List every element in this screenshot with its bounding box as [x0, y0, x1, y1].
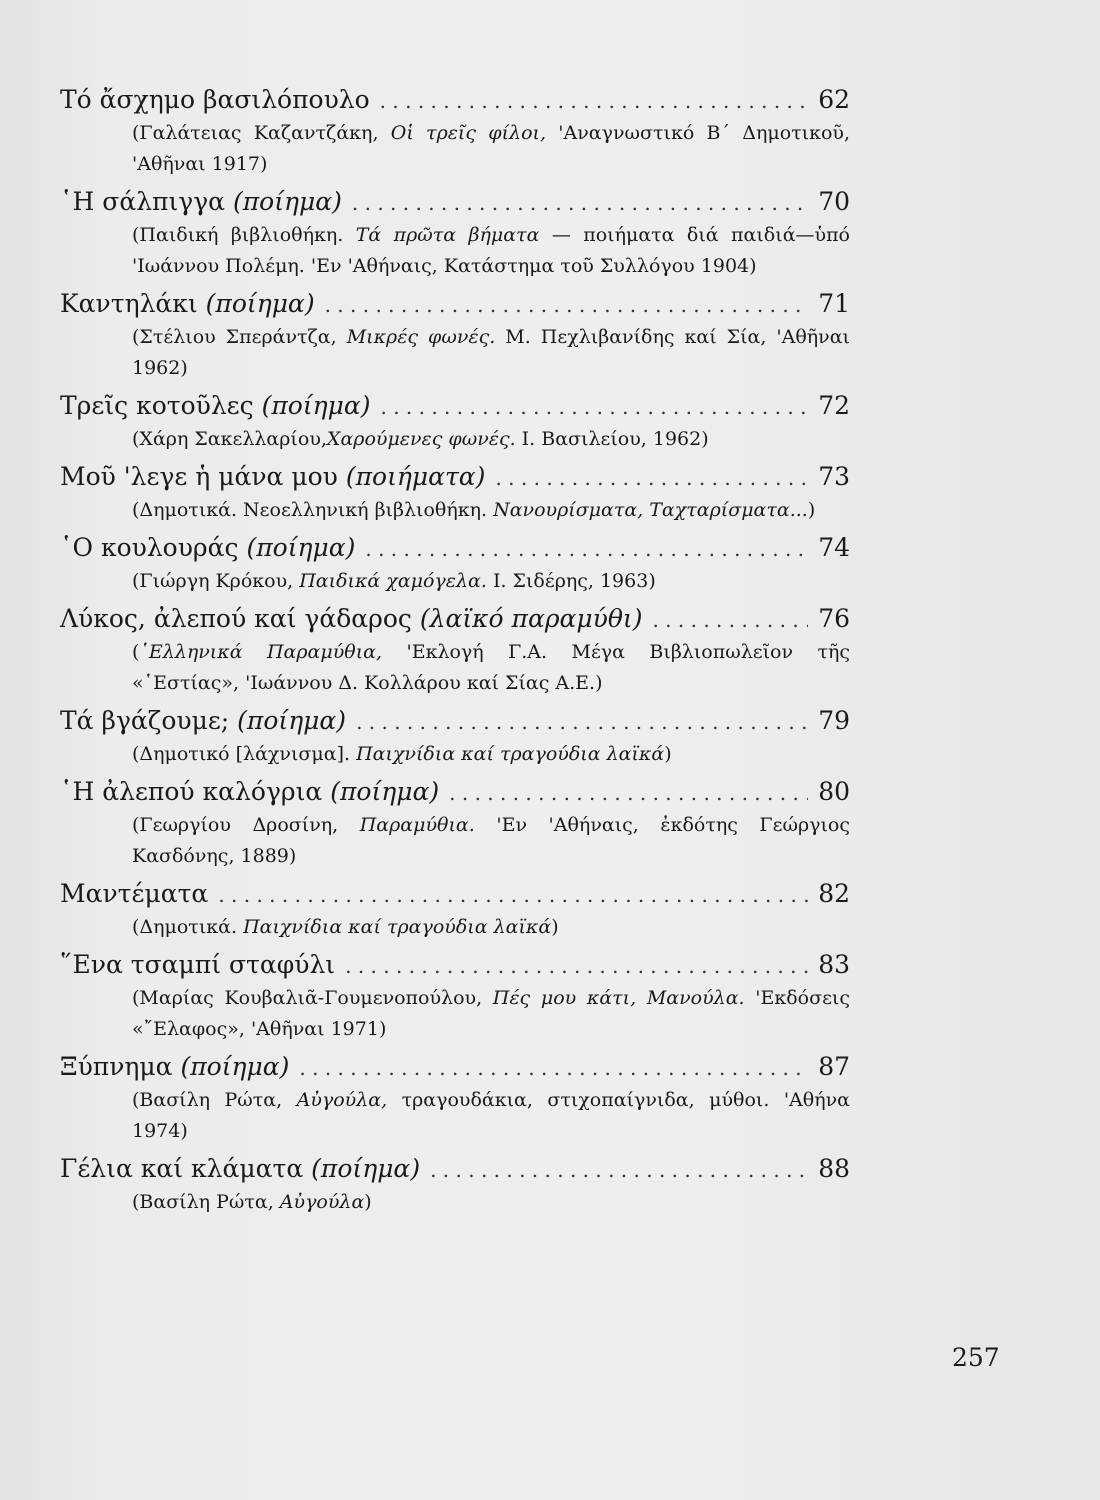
toc-entry-title: Μαντέματα: [60, 879, 209, 908]
toc-entry-source: (Παιδική βιβλιοθήκη. Τά πρῶτα βήματα — ποιήματα διά παιδιά—ὑπό 'Ιωάννου Πολέμη. 'Εν 'Αθήναις, Κατάστημα τοῦ Συλλόγου 1904): [132, 224, 850, 277]
toc-entry-title: Ξύπνημα (ποίημα): [60, 1052, 290, 1081]
toc-entry: [60, 82, 850, 180]
dot-leader: [380, 83, 808, 119]
toc-entry-page: 74: [818, 533, 850, 562]
toc-title-line: [60, 1049, 850, 1085]
dot-leader: [299, 1050, 808, 1086]
toc-entry-source: (Δημοτικό [λάχνισμα]. Παιχνίδια καί τραγούδια λαϊκά): [132, 743, 672, 765]
toc-entry: [60, 1151, 850, 1218]
toc-title-line: [60, 82, 850, 118]
toc-entry-source: (Βασίλη Ρώτα, Αὐγούλα): [132, 1191, 372, 1213]
toc-entry-page: 88: [818, 1154, 850, 1183]
toc-entry: [60, 459, 850, 526]
toc-title-line: [60, 388, 850, 424]
toc-entry-title: Τά βγάζουμε; (ποίημα): [60, 706, 347, 735]
toc-entry-source: (Δημοτικά. Νεοελληνική βιβλιοθήκη. Νανουρίσματα, Ταχταρίσματα...): [132, 499, 816, 521]
dot-leader: [345, 948, 808, 984]
source-work-title: Αὐγούλα,: [296, 1089, 388, 1111]
dot-leader: [218, 877, 808, 913]
dot-leader: [365, 531, 808, 567]
toc-title-line: [60, 947, 850, 983]
dot-leader: [449, 775, 808, 811]
toc-entry-title: ῾Η ἀλεπού καλόγρια (ποίημα): [60, 777, 440, 806]
toc-entry-title: Τό ἄσχημο βασιλόπουλο: [60, 85, 370, 114]
toc-entry-source: (Χάρη Σακελλαρίου,Χαρούμενες φωνές. Ι. Βασιλείου, 1962): [132, 428, 709, 450]
toc-entry-page: 87: [818, 1052, 850, 1081]
toc-entry: [60, 286, 850, 384]
source-work-title: Παιχνίδια καί τραγούδια λαϊκά: [243, 916, 552, 938]
toc-title-line: [60, 774, 850, 810]
toc-entry-genre: (ποίημα): [205, 289, 315, 318]
dot-leader: [352, 185, 808, 221]
toc-title-line: [60, 459, 850, 495]
toc-entry-genre: (ποίημα): [233, 187, 342, 216]
source-work-title: Παιχνίδια καί τραγούδια λαϊκά: [356, 743, 665, 765]
source-work-title: Παιδικά χαμόγελα.: [299, 570, 487, 592]
source-work-title: Μικρές φωνές.: [346, 326, 496, 348]
toc-entry-page: 76: [818, 604, 850, 633]
toc-entry-source: (῾Ελληνικά Παραμύθια, 'Εκλογή Γ.Α. Μέγα Βιβλιοπωλεῖον τῆς «῾Εστίας», 'Ιωάννου Δ. Κολλάρου καί Σίας Α.Ε.): [132, 641, 850, 694]
toc-title-line: [60, 703, 850, 739]
source-work-title: Παραμύθια.: [359, 814, 475, 836]
page-number: 257: [952, 1343, 1000, 1372]
toc-entry-page: 72: [818, 391, 850, 420]
toc-entry-title: ῞Ενα τσαμπί σταφύλι: [60, 950, 336, 979]
source-work-title: Αὐγούλα: [279, 1191, 365, 1213]
source-work-title: Τά πρῶτα βήματα: [355, 224, 540, 246]
toc-entry-page: 79: [818, 706, 850, 735]
toc-entry-page: 83: [818, 950, 850, 979]
toc-entry: [60, 876, 850, 943]
source-work-title: Πές μου κάτι, Μανούλα.: [492, 987, 745, 1009]
toc-entry-title: Καντηλάκι (ποίημα): [60, 289, 315, 318]
dot-leader: [380, 389, 808, 425]
toc-entry-source: (Στέλιου Σπεράντζα, Μικρές φωνές. Μ. Πεχλιβανίδης καί Σία, 'Αθῆναι 1962): [132, 326, 850, 379]
toc-entry-genre: (ποίημα): [311, 1154, 421, 1183]
dot-leader: [495, 460, 808, 496]
toc-entry-genre: (ποίημα): [237, 706, 347, 735]
toc-entry-page: 71: [818, 289, 850, 318]
toc-entry-source: (Βασίλη Ρώτα, Αὐγούλα, τραγουδάκια, στιχοπαίγνιδα, μύθοι. 'Αθήνα 1974): [132, 1089, 850, 1142]
toc-entry-page: 82: [818, 879, 850, 908]
toc-entry-title: ῾Ο κουλουράς (ποίημα): [60, 533, 356, 562]
toc-entry-title: ῾Η σάλπιγγα (ποίημα): [60, 187, 342, 216]
toc-entry-page: 62: [818, 85, 850, 114]
toc-entry-title: Λύκος, ἀλεπού καί γάδαρος (λαϊκό παραμύθι): [60, 604, 643, 633]
toc-entry-page: 80: [818, 777, 850, 806]
toc-entry-source: (Μαρίας Κουβαλιᾶ-Γουμενοπούλου, Πές μου κάτι, Μανούλα. 'Εκδόσεις «῎Ελαφος», 'Αθῆναι 1971): [132, 987, 850, 1040]
toc-title-line: [60, 1151, 850, 1187]
source-work-title: Νανουρίσματα, Ταχταρίσματα...: [493, 499, 808, 521]
toc-title-line: [60, 286, 850, 322]
toc-title-line: [60, 530, 850, 566]
toc-entry-genre: (ποίημα): [261, 391, 371, 420]
toc-entry-source: (Δημοτικά. Παιχνίδια καί τραγούδια λαϊκά): [132, 916, 559, 938]
toc-title-line: [60, 184, 850, 220]
dot-leader: [325, 287, 808, 323]
source-work-title: Οἱ τρεῖς φίλοι,: [390, 122, 547, 144]
toc-entry: [60, 774, 850, 872]
toc-entry: [60, 184, 850, 282]
source-work-title: Χαρούμενες φωνές.: [326, 428, 516, 450]
table-of-contents: [60, 82, 850, 1222]
toc-entry-source: (Γεωργίου Δροσίνη, Παραμύθια. 'Εν 'Αθήναις, ἐκδότης Γεώργιος Κασδόνης, 1889): [132, 814, 850, 867]
toc-title-line: [60, 601, 850, 637]
toc-entry-title: Τρεῖς κοτοῦλες (ποίημα): [60, 391, 371, 420]
toc-entry: [60, 703, 850, 770]
source-work-title: ῾Ελληνικά Παραμύθια,: [139, 641, 383, 663]
toc-entry-page: 70: [818, 187, 850, 216]
toc-entry: [60, 388, 850, 455]
toc-entry-genre: (ποίημα): [330, 777, 440, 806]
toc-entry-genre: (ποίημα): [246, 533, 356, 562]
toc-entry: [60, 947, 850, 1045]
toc-entry-genre: (ποιήματα): [345, 462, 486, 491]
toc-entry: [60, 601, 850, 699]
toc-entry-source: (Γαλάτειας Καζαντζάκη, Οἱ τρεῖς φίλοι, 'Αναγνωστικό Β΄ Δημοτικοῦ, 'Αθῆναι 1917): [132, 122, 851, 175]
dot-leader: [356, 704, 808, 740]
toc-entry: [60, 530, 850, 597]
toc-entry-title: Μοῦ 'λεγε ἡ μάνα μου (ποιήματα): [60, 462, 486, 491]
dot-leader: [430, 1152, 808, 1188]
toc-entry: [60, 1049, 850, 1147]
dot-leader: [652, 602, 808, 638]
toc-entry-genre: (ποίημα): [180, 1052, 290, 1081]
toc-title-line: [60, 876, 850, 912]
toc-entry-page: 73: [818, 462, 850, 491]
toc-entry-title: Γέλια καί κλάματα (ποίημα): [60, 1154, 421, 1183]
toc-entry-genre: (λαϊκό παραμύθι): [419, 604, 643, 633]
toc-entry-source: (Γιώργη Κρόκου, Παιδικά χαμόγελα. Ι. Σιδέρης, 1963): [132, 570, 656, 592]
